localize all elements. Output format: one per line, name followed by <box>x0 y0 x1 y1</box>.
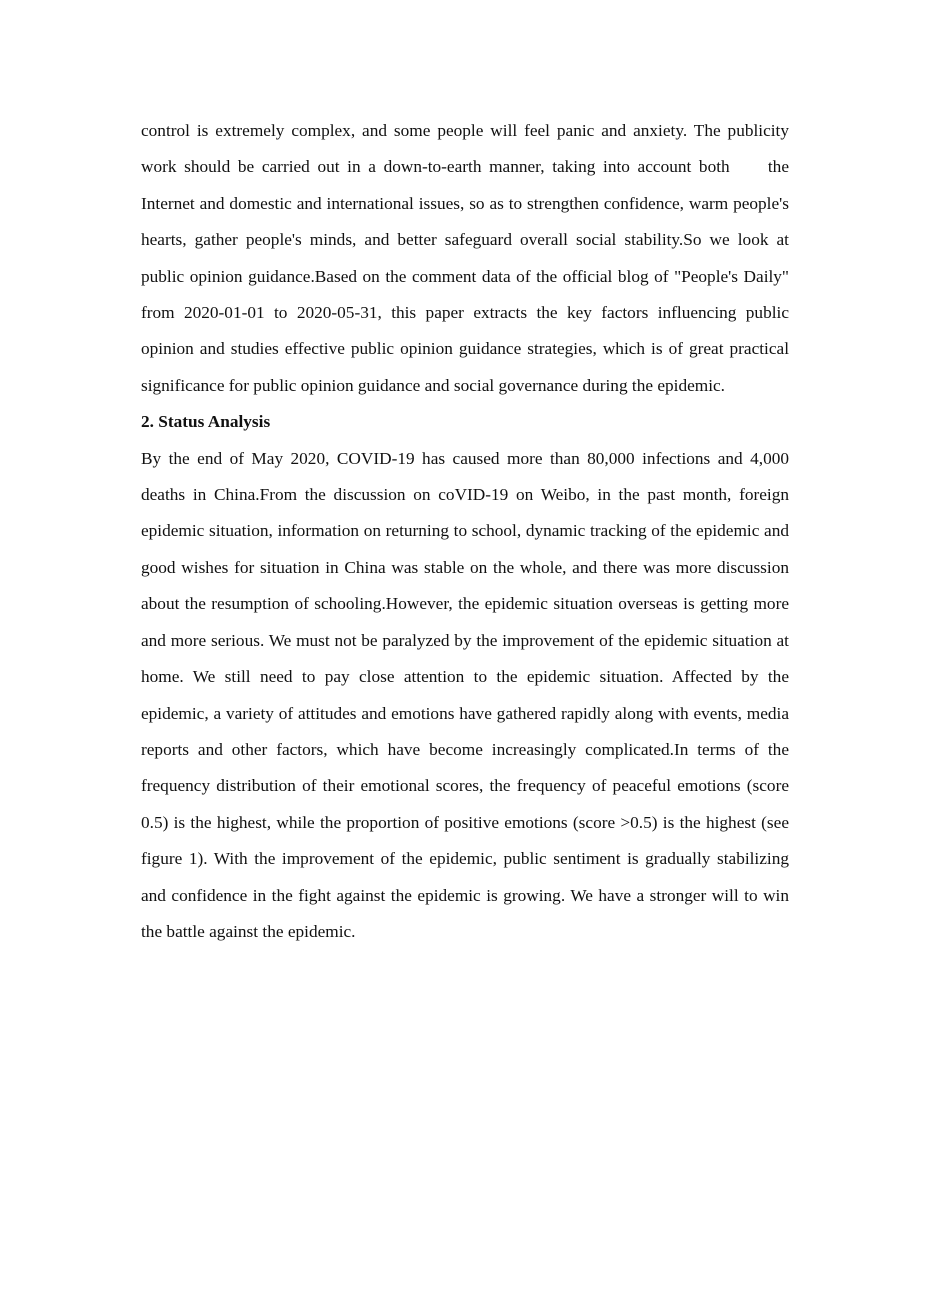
body-paragraph-intro: control is extremely complex, and some people will feel panic and anxiety. The publicity work should be carried out in a down-to-earth manner, taking into account both the Internet and domestic and international issues, so as to strengthen confidence, warm people's hearts, gather people's minds, and better safeguard overall social stability.So we look at public opinion guidance.Based on the comment data of the official blog of "People's Daily" from 2020-01-01 to 2020-05-31, this paper extracts the key factors influencing public opinion and studies effective public opinion guidance strategies, which is of great practical significance for public opinion guidance and social governance during the epidemic. <box>141 121 789 395</box>
body-paragraph-status-analysis: By the end of May 2020, COVID-19 has caused more than 80,000 infections and 4,000 deaths in China.From the discussion on coVID-19 on Weibo, in the past month, foreign epidemic situation, information on returning to school, dynamic tracking of the epidemic and good wishes for situation in China was stable on the whole, and there was more discussion about the resumption of schooling.However, the epidemic situation overseas is getting more and more serious. We must not be paralyzed by the improvement of the epidemic situation at home. We still need to pay close attention to the epidemic situation. Affected by the epidemic, a variety of attitudes and emotions have gathered rapidly along with events, media reports and other factors, which have become increasingly complicated.In terms of the frequency distribution of their emotional scores, the frequency of peaceful emotions (score 0.5) is the highest, while the proportion of positive emotions (score >0.5) is the highest (see figure 1). With the improvement of the epidemic, public sentiment is gradually stabilizing and confidence in the fight against the epidemic is growing. We have a stronger will to win the battle against the epidemic. <box>141 448 789 941</box>
document-body <box>141 113 789 950</box>
section-heading: 2. Status Analysis <box>141 412 271 432</box>
